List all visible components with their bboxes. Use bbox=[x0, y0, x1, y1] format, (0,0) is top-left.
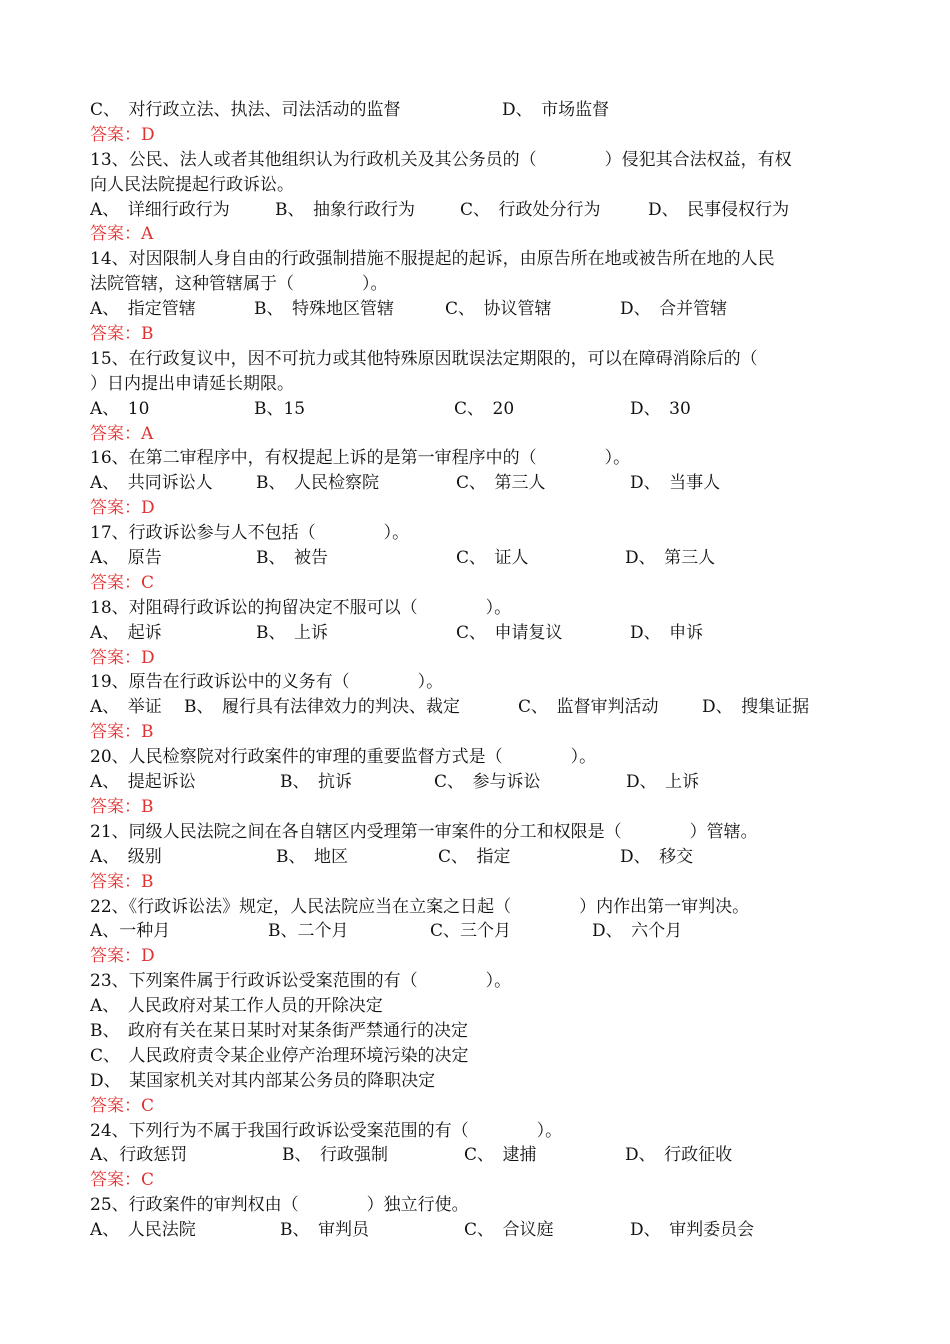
option-item: A、行政惩罚 bbox=[90, 1145, 188, 1166]
option-item: C、 参与诉讼 bbox=[434, 772, 541, 793]
option-item: D、 行政征收 bbox=[625, 1145, 733, 1166]
option-item: A、 原告 bbox=[90, 548, 162, 569]
option-item: C、 逮捕 bbox=[464, 1145, 537, 1166]
answer-line: 答案：B bbox=[90, 722, 154, 743]
options-line bbox=[90, 770, 870, 795]
option-item: A、 级别 bbox=[90, 846, 162, 867]
question-line: 22、《行政诉讼法》规定，人民法院应当在立案之日起（ ）内作出第一审判决。 bbox=[90, 896, 750, 917]
option-item: D、 移交 bbox=[620, 846, 694, 867]
option-item: B、 上诉 bbox=[256, 622, 328, 643]
option-item: B、 人民检察院 bbox=[256, 473, 379, 494]
option-item: C、 证人 bbox=[456, 548, 529, 569]
option-item: A、 指定管辖 bbox=[90, 299, 196, 320]
options-line bbox=[90, 397, 870, 422]
option-item: C、 申请复议 bbox=[456, 622, 563, 643]
exam-page bbox=[90, 98, 870, 1243]
answer-line: 答案：C bbox=[90, 572, 155, 593]
answer-line: 答案：D bbox=[90, 498, 155, 519]
options-line bbox=[90, 1143, 870, 1168]
question-line: C、 人民政府责令某企业停产治理环境污染的决定 bbox=[90, 1045, 469, 1066]
option-item: C、 指定 bbox=[438, 846, 511, 867]
options-line bbox=[90, 297, 870, 322]
option-item: D、 搜集证据 bbox=[702, 697, 810, 718]
question-line: 25、行政案件的审判权由（ ）独立行使。 bbox=[90, 1195, 469, 1216]
question-line: 法院管辖，这种管辖属于（ ）。 bbox=[90, 274, 388, 295]
option-item: D、 民事侵权行为 bbox=[648, 199, 790, 220]
option-item: B、 特殊地区管辖 bbox=[254, 299, 394, 320]
question-line: 17、行政诉讼参与人不包括（ ）。 bbox=[90, 523, 410, 544]
option-item: A、一种月 bbox=[90, 921, 171, 942]
question-line: 15、在行政复议中，因不可抗力或其他特殊原因耽误法定期限的，可以在障碍消除后的（ bbox=[90, 348, 758, 369]
option-item: A、 举证 bbox=[90, 697, 162, 718]
question-line: 16、在第二审程序中，有权提起上诉的是第一审程序中的（ ）。 bbox=[90, 448, 631, 469]
option-item: C、 第三人 bbox=[456, 473, 546, 494]
answer-line: 答案：B bbox=[90, 796, 154, 817]
question-line: 13、公民、法人或者其他组织认为行政机关及其公务员的（ ）侵犯其合法权益，有权 bbox=[90, 149, 792, 170]
question-line: 14、对因限制人身自由的行政强制措施不服提起的起诉，由原告所在地或被告所在地的人民 bbox=[90, 249, 775, 270]
answer-line: 答案：B bbox=[90, 871, 154, 892]
option-item: B、 行政强制 bbox=[282, 1145, 388, 1166]
option-item: B、 抗诉 bbox=[280, 772, 352, 793]
question-line: 20、人民检察院对行政案件的审理的重要监督方式是（ ）。 bbox=[90, 747, 597, 768]
option-item: A、 共同诉讼人 bbox=[90, 473, 213, 494]
option-item: D、 申诉 bbox=[630, 622, 704, 643]
options-line bbox=[90, 621, 870, 646]
options-line bbox=[90, 546, 870, 571]
option-item: B、15 bbox=[254, 398, 306, 419]
option-item: B、二个月 bbox=[268, 921, 349, 942]
option-item: B、 被告 bbox=[256, 548, 328, 569]
answer-line: 答案：D bbox=[90, 946, 155, 967]
options-line bbox=[90, 98, 870, 123]
option-item: C、三个月 bbox=[430, 921, 512, 942]
answer-line: 答案：D bbox=[90, 124, 155, 145]
option-item: A、 详细行政行为 bbox=[90, 199, 230, 220]
option-item: C、 行政处分行为 bbox=[460, 199, 601, 220]
options-line bbox=[90, 471, 870, 496]
option-item: D、 市场监督 bbox=[502, 100, 610, 120]
answer-line: 答案：A bbox=[90, 423, 154, 444]
question-line: ）日内提出申请延长期限。 bbox=[90, 373, 294, 394]
answer-line: 答案：D bbox=[90, 647, 155, 668]
option-item: D、 当事人 bbox=[630, 473, 721, 494]
option-item: A、 人民法院 bbox=[90, 1220, 196, 1241]
option-item: A、 提起诉讼 bbox=[90, 772, 196, 793]
option-item: C、 合议庭 bbox=[464, 1220, 554, 1241]
options-line bbox=[90, 1218, 870, 1243]
option-item: D、 审判委员会 bbox=[630, 1220, 755, 1241]
option-item: D、 上诉 bbox=[626, 772, 700, 793]
question-line: 向人民法院提起行政诉讼。 bbox=[90, 174, 294, 195]
question-line: 18、对阻碍行政诉讼的拘留决定不服可以（ ）。 bbox=[90, 597, 512, 618]
option-item: C、 对行政立法、执法、司法活动的监督 bbox=[90, 100, 401, 120]
answer-line: 答案：C bbox=[90, 1170, 155, 1191]
options-line bbox=[90, 198, 870, 223]
options-line bbox=[90, 919, 870, 944]
option-item: D、 六个月 bbox=[592, 921, 683, 942]
question-line: A、 人民政府对某工作人员的开除决定 bbox=[90, 996, 383, 1017]
option-item: D、 第三人 bbox=[625, 548, 716, 569]
question-line: 24、下列行为不属于我国行政诉讼受案范围的有（ ）。 bbox=[90, 1120, 563, 1141]
question-line: 21、同级人民法院之间在各自辖区内受理第一审案件的分工和权限是（ ）管辖。 bbox=[90, 821, 758, 842]
question-line: 19、原告在行政诉讼中的义务有（ ）。 bbox=[90, 672, 444, 693]
option-item: C、 20 bbox=[454, 398, 515, 419]
option-item: B、 抽象行政行为 bbox=[275, 199, 415, 220]
answer-line: 答案：B bbox=[90, 324, 154, 345]
options-line bbox=[90, 845, 870, 870]
answer-line: 答案：C bbox=[90, 1095, 155, 1116]
answer-line: 答案：A bbox=[90, 224, 154, 245]
option-item: B、 审判员 bbox=[280, 1220, 369, 1241]
option-item: C、 监督审判活动 bbox=[518, 697, 659, 718]
option-item: D、 30 bbox=[630, 398, 691, 419]
option-item: D、 合并管辖 bbox=[620, 299, 728, 320]
question-line: B、 政府有关在某日某时对某条街严禁通行的决定 bbox=[90, 1020, 468, 1041]
option-item: B、 地区 bbox=[276, 846, 348, 867]
options-line bbox=[90, 695, 870, 720]
question-line: 23、下列案件属于行政诉讼受案范围的有（ ）。 bbox=[90, 971, 512, 992]
option-item: C、 协议管辖 bbox=[445, 299, 552, 320]
option-item: A、 起诉 bbox=[90, 622, 162, 643]
option-item: B、 履行具有法律效力的判决、裁定 bbox=[184, 697, 460, 718]
option-item: A、 10 bbox=[90, 398, 150, 419]
question-line: D、 某国家机关对其内部某公务员的降职决定 bbox=[90, 1070, 436, 1091]
